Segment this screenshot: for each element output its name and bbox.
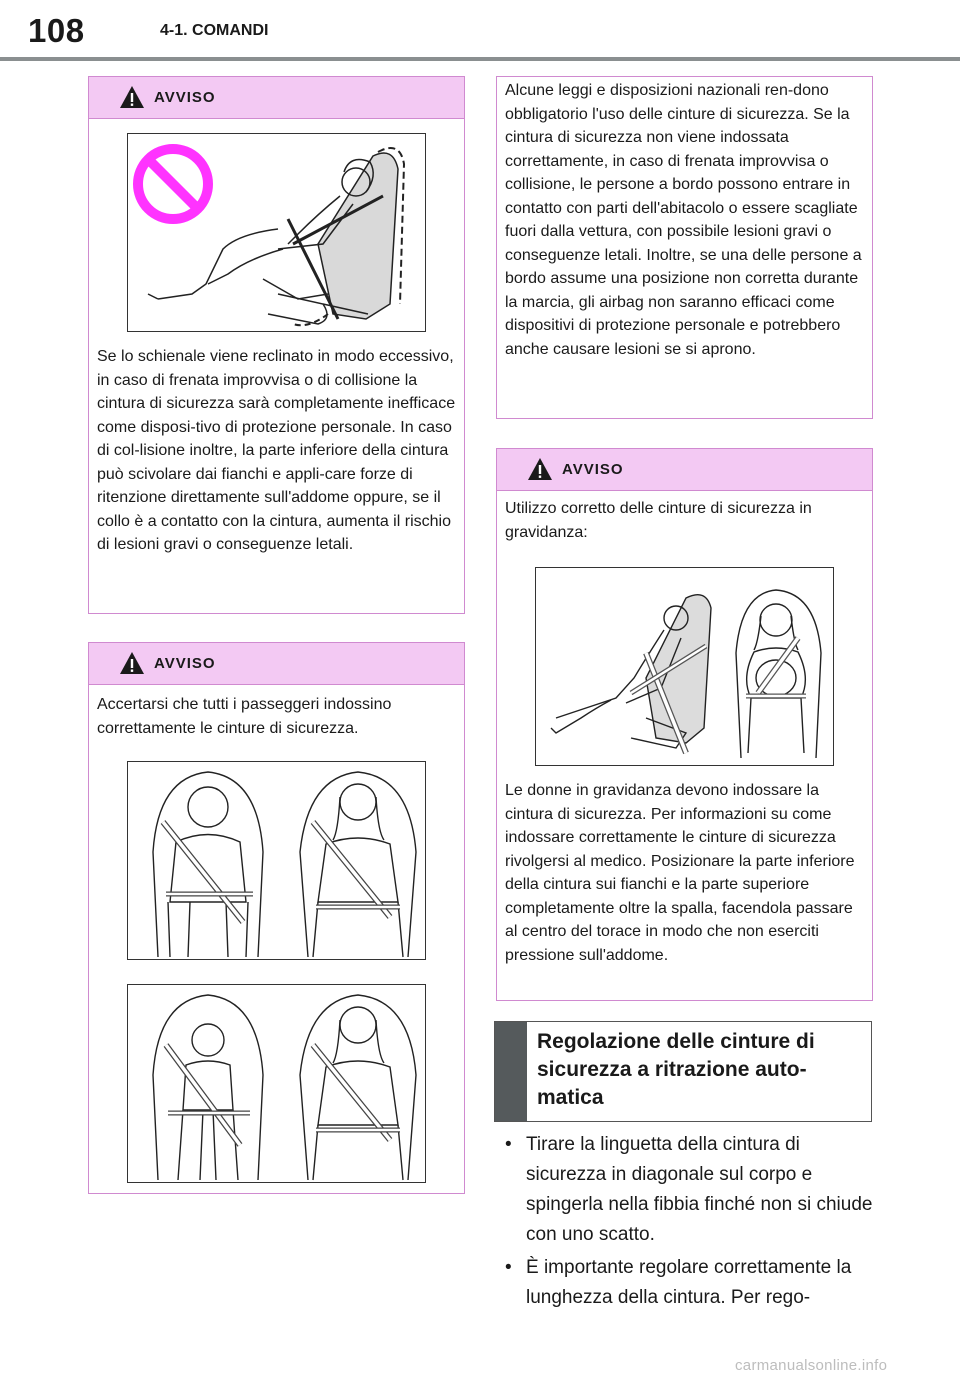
warning-text: Le donne in gravidanza devono indossare la cintura di sicurezza. Per informazioni su come indossare correttamente le cinture di sicurezza rivolgersi al medico. Posizionare la parte inferiore della cintura sui fianchi e la parte superiore completamente oltre la spalla, facendola passare al centro del torace in modo che non eserciti pressione sull'addome.	[505, 782, 855, 964]
header-rule	[0, 57, 960, 61]
passengers-belted-illustration-child	[127, 984, 426, 1183]
list-item	[503, 1253, 873, 1313]
list-item	[503, 1130, 873, 1250]
warning-text: Accertarsi che tutti i passeggeri indossino correttamente le cinture di sicurezza.	[97, 696, 392, 737]
instruction-list	[503, 1130, 873, 1316]
section-heading-text: Regolazione delle cinture di sicurezza a ritrazione auto-matica	[537, 1030, 815, 1109]
warning-header	[89, 77, 464, 119]
warning-text: Se lo schienale viene reclinato in modo eccessivo, in caso di frenata improvvisa o di collisione la cintura di sicurezza sarà completamente inefficace come disposi-tivo di protezione personale. In caso di col-lisione inoltre, la parte inferiore della cintura può scivolare dai fianchi e appli-care forze di ritenzione direttamente sull'addome oppure, se il collo è a contatto con la cintura, aumenta il rischio di lesioni gravi o conseguenze letali.	[97, 348, 456, 553]
prohibition-sign-icon	[138, 149, 208, 219]
note-text: Alcune leggi e disposizioni nazionali ren-dono obbligatorio l'uso delle cinture di sicurezza. Se la cintura di sicurezza non viene indossata correttamente, in caso di frenata improvvisa o collisione, le persone a bordo possono entrare in contatto con parti dell'abitacolo o essere scagliate fuori dalla vettura, con possibile lesioni gravi o conseguenze letali. Inoltre, se una delle persone a bordo assume una posizione non corretta durante la marcia, gli airbag non saranno efficaci come dispositivi di protezione personale e potrebbero anche causare lesioni se si aprono.	[505, 82, 862, 358]
warning-box-passengers	[88, 642, 465, 1194]
bullet-icon: •	[505, 1257, 512, 1278]
section-title: 4-1. COMANDI	[160, 22, 269, 39]
reclined-seat-illustration	[127, 133, 426, 332]
note-box-seatbelt-laws	[496, 76, 873, 419]
warning-box-reclined-seat	[88, 76, 465, 614]
passengers-belted-illustration-adults	[127, 761, 426, 960]
warning-title: AVVISO	[562, 461, 624, 478]
list-item-text: Tirare la linguetta della cintura di sicurezza in diagonale sul corpo e spingerla nella fibbia finché non si chiude con uno scatto.	[526, 1134, 873, 1245]
warning-title: AVVISO	[154, 655, 216, 672]
footer-watermark: carmanualsonline.info	[735, 1357, 888, 1374]
warning-title: AVVISO	[154, 89, 216, 106]
list-item-text: È importante regolare correttamente la lunghezza della cintura. Per rego-	[526, 1257, 852, 1308]
warning-triangle-icon	[119, 85, 145, 109]
warning-header	[497, 449, 872, 491]
warning-box-pregnancy	[496, 448, 873, 1001]
bullet-icon: •	[505, 1134, 512, 1155]
section-heading	[494, 1021, 872, 1122]
section-heading-bar	[495, 1022, 527, 1121]
warning-triangle-icon	[119, 651, 145, 675]
warning-intro: Utilizzo corretto delle cinture di sicurezza in gravidanza:	[505, 500, 812, 541]
warning-header	[89, 643, 464, 685]
pregnancy-belt-illustration	[535, 567, 834, 766]
page-number: 108	[28, 12, 85, 49]
warning-triangle-icon	[527, 457, 553, 481]
